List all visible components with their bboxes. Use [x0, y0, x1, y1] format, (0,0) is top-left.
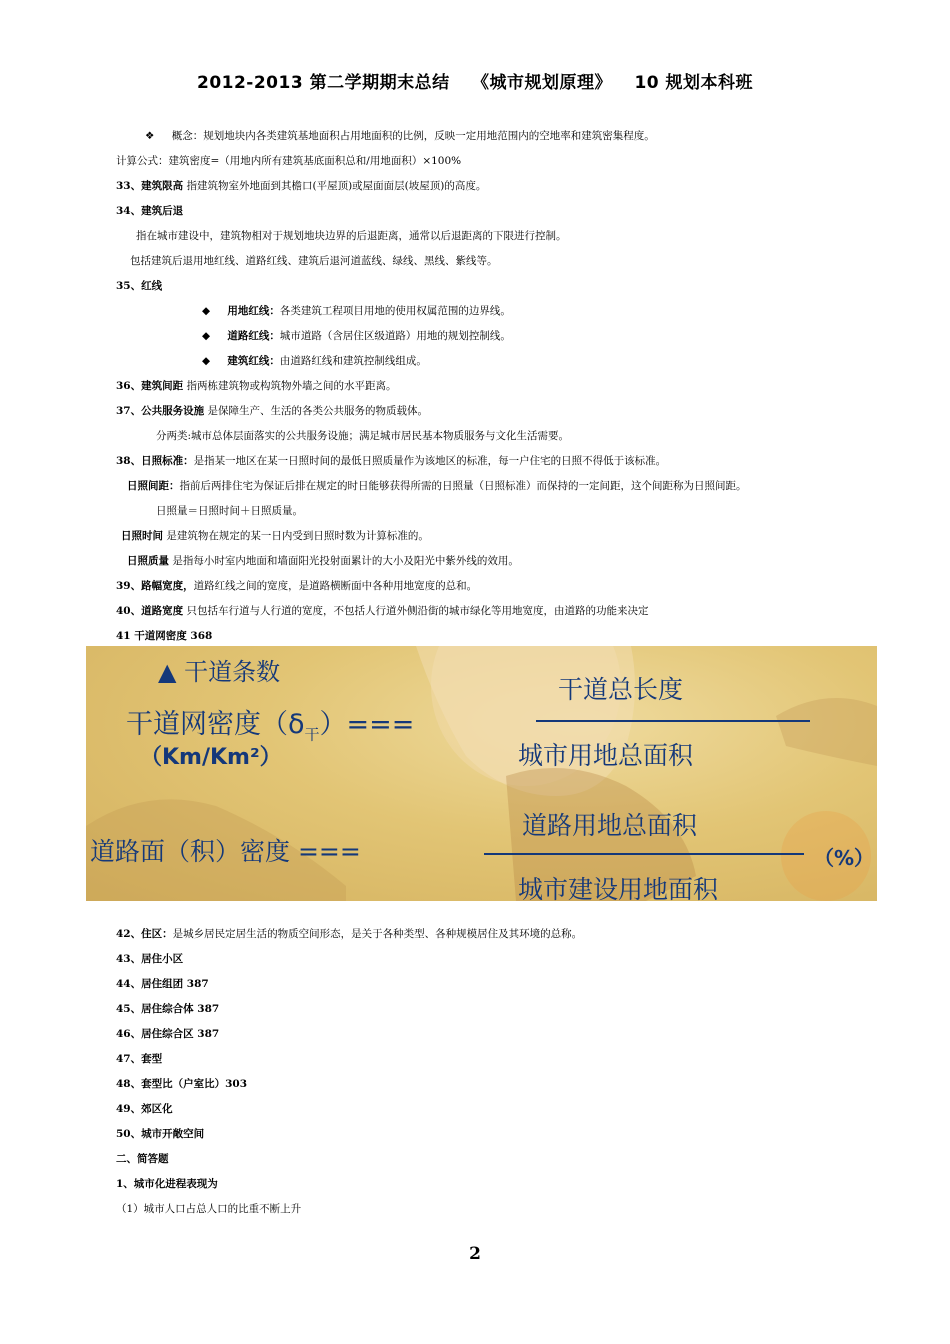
- item-label: 36、建筑间距: [116, 380, 184, 392]
- page-number: 2: [469, 1244, 481, 1264]
- solid-diamond-bullet-icon: ◆: [202, 355, 211, 367]
- item-38: [116, 454, 666, 468]
- item-49: 49、郊区化: [116, 1103, 173, 1115]
- solid-diamond-bullet-icon: ◆: [202, 305, 211, 317]
- item-label: 34、建筑后退: [116, 205, 184, 217]
- item-text: 只包括车行道与人行道的宽度，不包括人行道外侧沿街的城市绿化等用地宽度，由道路的功能来决定: [186, 605, 649, 617]
- formula2-fraction-bar: [484, 853, 804, 855]
- item-43: 43、居住小区: [116, 953, 184, 965]
- formula1-subscript: 干: [304, 725, 320, 744]
- item-text: 是城乡居民定居生活的物质空间形态，是关于各种类型、各种规模居住及其环境的总称。: [172, 928, 583, 940]
- item-label: 41 干道网密度 368: [116, 630, 213, 642]
- setback-definition: [136, 229, 567, 243]
- item-text: 是指每小时室内地面和墙面阳光投射面累计的大小及阳光中紫外线的效用。: [172, 555, 519, 567]
- header-course: 《城市规划原理》: [472, 73, 613, 93]
- concept-text: 概念：规划地块内各类建筑基地面积占用地面积的比例，反映一定用地范围内的空地率和建筑密集程度。: [171, 130, 655, 142]
- item-text: 包括建筑后退用地红线、道路红线、建筑后退河道蓝线、绿线、黑线、紫线等。: [130, 255, 498, 267]
- item-label: 道路红线：: [227, 330, 280, 342]
- diamond-bullet-icon: ❖: [145, 130, 155, 142]
- item-label: 日照间距：: [127, 480, 180, 492]
- item-text: 指建筑物室外地面到其檐口(平屋顶)或屋面面层(坡屋顶)的高度。: [186, 180, 487, 192]
- item-label: 用地红线：: [227, 305, 280, 317]
- item-46: 46、居住综合区 387: [116, 1028, 220, 1040]
- formula2-left: 道路面（积）密度 ===: [90, 837, 361, 866]
- page-header: [0, 68, 950, 93]
- item-text: 指在城市建设中，建筑物相对于规划地块边界的后退距离，通常以后退距离的下限进行控制。: [136, 230, 567, 242]
- item-text: 城市道路（含居住区级道路）用地的规划控制线。: [279, 330, 511, 342]
- formula1-unit: （Km/Km²）: [140, 745, 282, 770]
- formula1-left: 干道网密度（δ: [126, 709, 305, 740]
- formula2-unit: （%）: [814, 846, 875, 870]
- formula1-equals: ）===: [319, 709, 415, 740]
- item-label: 38、日照标准：: [116, 455, 194, 467]
- item-45: 45、居住综合体 387: [116, 1003, 220, 1015]
- item-47: 47、套型: [116, 1053, 163, 1065]
- formula1-fraction-bar: [536, 720, 810, 722]
- redline-building: [202, 354, 427, 368]
- question-1: 1、城市化进程表现为: [116, 1178, 218, 1190]
- facility-types: [156, 429, 569, 443]
- item-50: 50、城市开敞空间: [116, 1128, 205, 1140]
- solid-diamond-bullet-icon: ◆: [202, 330, 211, 342]
- formula2-numerator: 道路用地总面积: [522, 811, 698, 840]
- item-33: [116, 179, 486, 193]
- redline-road: [202, 329, 511, 343]
- formula-line: [116, 154, 461, 168]
- section-heading-short-answer: 二、简答题: [116, 1153, 169, 1165]
- formula2-denominator: 城市建设用地面积: [518, 875, 719, 901]
- item-label: 建筑红线：: [227, 355, 280, 367]
- item-text: 指两栋建筑物或构筑物外墙之间的水平距离。: [186, 380, 397, 392]
- formula1-numerator: 干道总长度: [558, 675, 684, 704]
- sunlight-amount: [156, 504, 303, 518]
- item-37: [116, 404, 428, 418]
- item-40: [116, 604, 648, 618]
- item-text: 道路红线之间的宽度，是道路横断面中各种用地宽度的总和。: [193, 580, 478, 592]
- item-label: 39、路幅宽度，: [116, 580, 194, 592]
- redline-land: [202, 304, 511, 318]
- item-label: 42、住区：: [116, 928, 173, 940]
- formula-text: 计算公式：建筑密度=（用地内所有建筑基底面积总和/用地面积）×100%: [116, 155, 462, 167]
- item-text: 各类建筑工程项目用地的使用权属范围的边界线。: [279, 305, 511, 317]
- header-term: 2012-2013 第二学期期末总结: [196, 73, 450, 93]
- concept-line: [145, 129, 655, 143]
- item-text: 是保障生产、生活的各类公共服务的物质载体。: [207, 405, 428, 417]
- answer-1-point-1: （1）城市人口占总人口的比重不断上升: [116, 1203, 302, 1215]
- item-36: [116, 379, 396, 393]
- item-42: [116, 927, 582, 941]
- item-text: 是指某一地区在某一日照时间的最低日照质量作为该地区的标准，每一户住宅的日照不得低于该标准。: [193, 455, 667, 467]
- sunlight-quality: [127, 554, 519, 568]
- road-network-density-label: [126, 702, 414, 744]
- item-text: 指前后两排住宅为保证后排在规定的时日能够获得所需的日照量（日照标准）而保持的一定间距，这个间距称为日照间距。: [179, 480, 747, 492]
- formula-slide-image: [86, 646, 877, 901]
- item-text: 是建筑物在规定的某一日内受到日照时数为计算标准的。: [166, 530, 429, 542]
- item-text: 分两类:城市总体层面落实的公共服务设施；满足城市居民基本物质服务与文化生活需要。: [156, 430, 570, 442]
- item-label: 日照质量: [127, 555, 169, 567]
- item-48: 48、套型比（户室比）303: [116, 1078, 248, 1090]
- item-label: 35、红线: [116, 280, 163, 292]
- item-text: 由道路红线和建筑控制线组成。: [279, 355, 427, 367]
- slide-heading: ▲ 干道条数: [158, 658, 281, 686]
- item-label: 33、建筑限高: [116, 180, 184, 192]
- formula1-denominator: 城市用地总面积: [518, 741, 694, 770]
- item-44: 44、居住组团 387: [116, 978, 209, 990]
- setback-includes: [130, 254, 498, 268]
- header-class: 10 规划本科班: [634, 73, 754, 93]
- item-label: 37、公共服务设施: [116, 405, 205, 417]
- item-41: [116, 629, 212, 643]
- item-39: [116, 579, 477, 593]
- item-text: 日照量＝日照时间＋日照质量。: [156, 505, 303, 517]
- item-34: [116, 204, 183, 218]
- item-label: 日照时间: [121, 530, 163, 542]
- item-35: [116, 279, 162, 293]
- sunlight-time: [121, 529, 429, 543]
- sunlight-spacing: [127, 479, 747, 493]
- item-label: 40、道路宽度: [116, 605, 184, 617]
